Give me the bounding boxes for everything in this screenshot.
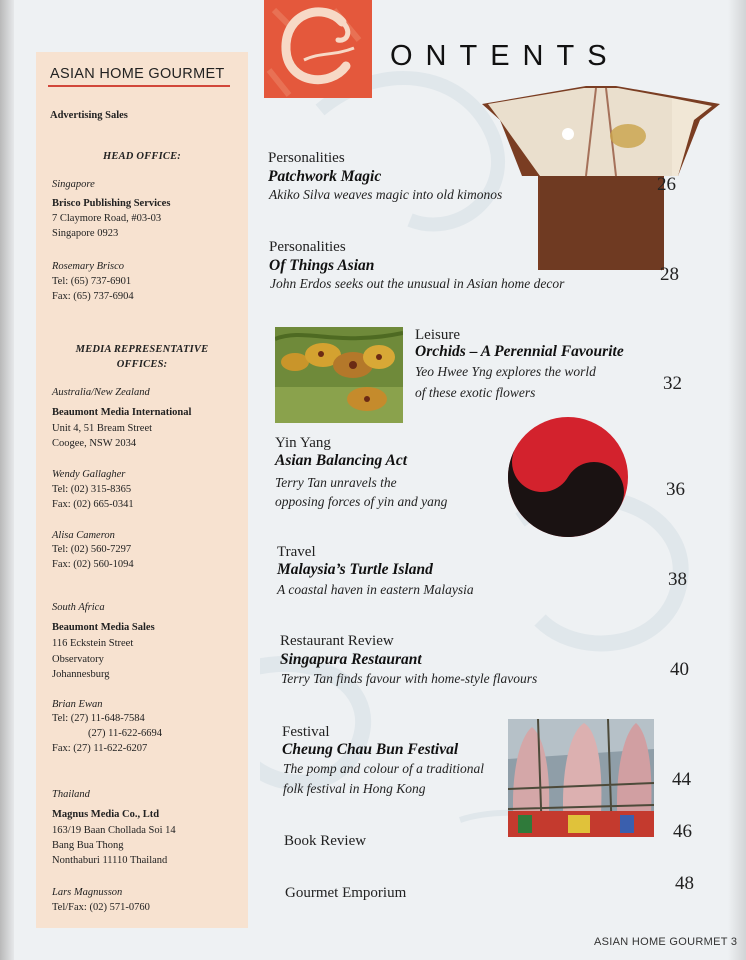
entry-description: of these exotic flowers: [415, 385, 536, 400]
region-thailand: Thailand: [52, 789, 90, 800]
address-line: 116 Eckstein Street: [52, 638, 134, 649]
region-australia: Australia/New Zealand: [52, 387, 150, 398]
phone-number: Tel: (27) 11-648-7584: [52, 713, 145, 724]
contact-person: Brian Ewan: [52, 699, 103, 710]
entry-page-number: 48: [675, 873, 694, 894]
contact-person: Wendy Gallagher: [52, 469, 126, 480]
address-line: Coogee, NSW 2034: [52, 438, 137, 449]
entry-page-number: 28: [660, 264, 679, 285]
entry-description: opposing forces of yin and yang: [275, 494, 448, 509]
fax-number: Fax: (65) 737-6904: [52, 291, 134, 302]
phone-number: (27) 11-622-6694: [88, 728, 162, 739]
region-singapore: Singapore: [52, 179, 95, 190]
entry-description: folk festival in Hong Kong: [283, 781, 426, 796]
head-office-heading: HEAD OFFICE:: [103, 151, 181, 162]
entry-title[interactable]: Asian Balancing Act: [275, 452, 408, 469]
entry-title[interactable]: Cheung Chau Bun Festival: [282, 741, 459, 758]
address-line: Observatory: [52, 654, 104, 665]
address-line: Bang Bua Thong: [52, 840, 124, 851]
address-line: Unit 4, 51 Bream Street: [52, 423, 153, 434]
entry-description: Akiko Silva weaves magic into old kimonos: [269, 187, 503, 202]
company-brisco: Brisco Publishing Services: [52, 198, 171, 209]
orchid-photo: [275, 327, 403, 423]
entry-page-number: 26: [657, 174, 676, 195]
company-beaumont-international: Beaumont Media International: [52, 407, 192, 418]
contents-logo-block: [264, 0, 372, 98]
entry-category: Travel: [277, 544, 316, 560]
brand-underline: [48, 85, 230, 87]
entry-category: Festival: [282, 724, 330, 740]
phone-number: Tel: (65) 737-6901: [52, 276, 132, 287]
address-line: Singapore 0923: [52, 228, 119, 239]
entry-description: John Erdos seeks out the unusual in Asian home decor: [270, 276, 565, 291]
entry-category: Personalities: [269, 239, 346, 255]
entry-title[interactable]: Gourmet Emporium: [285, 885, 407, 901]
address-line: 7 Claymore Road, #03-03: [52, 213, 162, 224]
entry-page-number: 40: [670, 659, 689, 680]
entry-title[interactable]: Malaysia’s Turtle Island: [277, 561, 433, 578]
fax-number: Fax: (02) 665-0341: [52, 499, 134, 510]
entry-page-number: 32: [663, 373, 682, 394]
media-reps-heading: MEDIA REPRESENTATIVE: [75, 344, 209, 355]
yin-yang-symbol: [506, 415, 630, 539]
entry-page-number: 38: [668, 569, 687, 590]
entry-page-number: 44: [672, 769, 691, 790]
contact-person: Alisa Cameron: [52, 530, 115, 541]
company-magnus: Magnus Media Co., Ltd: [52, 809, 160, 820]
entry-description: A coastal haven in eastern Malaysia: [277, 582, 474, 597]
entry-category: Leisure: [415, 327, 460, 343]
script-c-ornament: [264, 0, 372, 98]
bun-festival-photo: [508, 719, 654, 837]
page-right-shadow: [728, 0, 746, 960]
address-line: Johannesburg: [52, 669, 110, 680]
entry-category: Yin Yang: [275, 435, 331, 451]
entry-title[interactable]: Of Things Asian: [269, 257, 375, 274]
region-south-africa: South Africa: [52, 602, 105, 613]
entry-description: Terry Tan finds favour with home-style flavours: [281, 671, 538, 686]
entry-title[interactable]: Patchwork Magic: [268, 168, 382, 185]
page-footer: ASIAN HOME GOURMET 3: [594, 936, 738, 948]
entry-title[interactable]: Orchids – A Perennial Favourite: [415, 343, 624, 360]
sidebar-brand: ASIAN HOME GOURMET: [50, 66, 225, 82]
fax-number: Fax: (27) 11-622-6207: [52, 743, 148, 754]
fax-number: Fax: (02) 560-1094: [52, 559, 134, 570]
entry-title[interactable]: Singapura Restaurant: [280, 651, 422, 668]
address-line: 163/19 Baan Chollada Soi 14: [52, 825, 176, 836]
company-beaumont-sales: Beaumont Media Sales: [52, 622, 155, 633]
entry-description: Terry Tan unravels the: [275, 475, 397, 490]
media-reps-heading: OFFICES:: [116, 359, 168, 370]
page-title: ONTENTS: [390, 40, 620, 72]
entry-page-number: 46: [673, 821, 692, 842]
entry-page-number: 36: [666, 479, 685, 500]
telfax-number: Tel/Fax: (02) 571-0760: [52, 902, 150, 913]
advertising-sidebar: [36, 52, 248, 928]
entry-description: The pomp and colour of a traditional: [283, 761, 485, 776]
page-binding-edge: [0, 0, 14, 960]
entry-category: Personalities: [268, 150, 345, 166]
phone-number: Tel: (02) 560-7297: [52, 544, 132, 555]
contact-person: Rosemary Brisco: [52, 261, 125, 272]
address-line: Nonthaburi 11110 Thailand: [52, 855, 168, 866]
phone-number: Tel: (02) 315-8365: [52, 484, 132, 495]
kimono-photo: [476, 80, 724, 270]
entry-category: Restaurant Review: [280, 633, 394, 649]
entry-description: Yeo Hwee Yng explores the world: [415, 364, 596, 379]
entry-title[interactable]: Book Review: [284, 833, 367, 849]
contact-person: Lars Magnusson: [52, 887, 123, 898]
advertising-sales-heading: Advertising Sales: [50, 110, 128, 121]
